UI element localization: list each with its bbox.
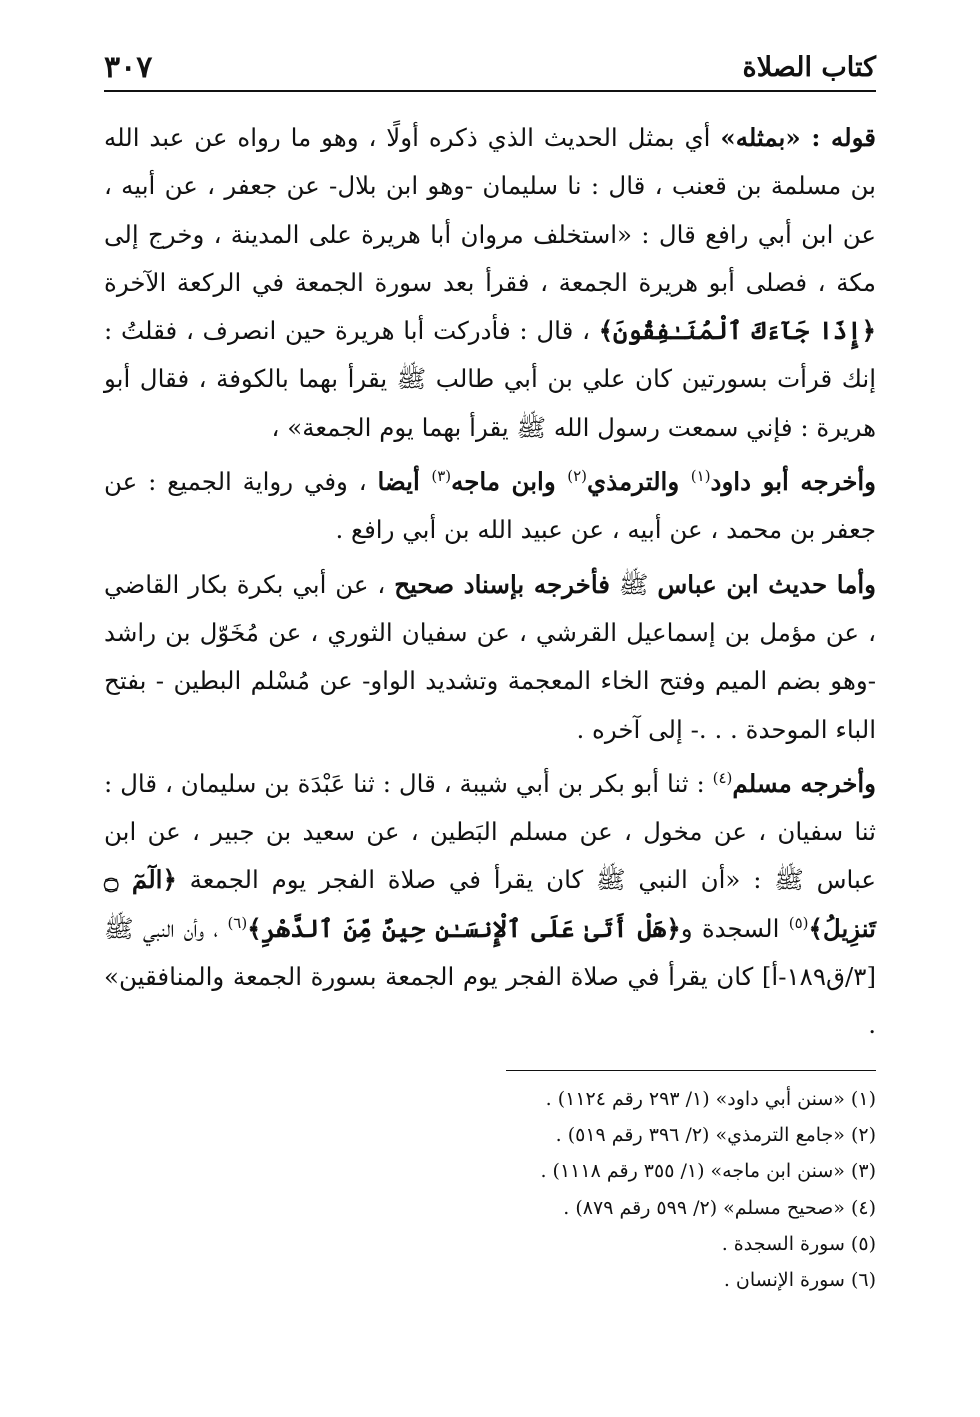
bold-phrase: وابن ماجه [451, 467, 568, 497]
text-segment: ، قال : فأدركت أبا هريرة حين انصرف ، فقلتُ : إنك قرأت بسورتين كان علي بن أبي طالب ﷺ يقرأ بهما بالكوفة ، فقال أبو هريرة : فإني سمعت رسول الله ﷺ يقرأ بهما يوم الجمعة» ، [104, 316, 876, 442]
footnote-6: (٦) سورة الإنسان . [723, 1269, 876, 1292]
footnote-ref-4[interactable]: (٤) [712, 768, 733, 787]
footnote-ref-5[interactable]: (٥) [788, 913, 809, 932]
quran-verse: ﴿إِذَا جَآءَكَ ٱلْمُنَـٰفِقُونَ﴾ [598, 316, 876, 346]
running-title: كتاب الصلاة [742, 52, 876, 83]
footnote-ref-1[interactable]: (١) [690, 466, 711, 485]
bold-phrase: وأخرجه مسلم [732, 768, 876, 798]
bold-phrase: وأخرجه أبو داود [710, 467, 876, 497]
footnote-ref-3[interactable]: (٣) [431, 466, 452, 485]
book-page [104, 44, 876, 1384]
paragraph-1 [104, 114, 876, 452]
text-segment: ، وفي رواية الجميع : عن جعفر بن محمد ، عن أبيه ، عن عبيد الله بن أبي رافع . [104, 467, 876, 545]
footnote-ref-6[interactable]: (٦) [227, 913, 248, 932]
text-segment: أي بمثل الحديث الذي ذكره أولًا ، وهو ما رواه عن عبد الله بن مسلمة بن قعنب ، قال : نا سليمان -وهو ابن بلال- عن جعفر ، عن أبيه ، عن ابن أبي رافع قال : «استخلف مروان أبا هريرة على المدينة ، وخرج إلى مكة ، فصلى أبو هريرة الجمعة ، فقرأ بعد سورة الجمعة في الركعة الآخرة [104, 123, 876, 297]
footnote-1: (١) «سنن أبي داود» (١/ ٢٩٣ رقم ١١٢٤) . [545, 1087, 876, 1110]
quran-verse: ﴿الٓمٓ ۝ تَنزِيلُ﴾ [104, 865, 876, 943]
footnote-4: (٤) «صحيح مسلم» (٢/ ٥٩٩ رقم ٨٧٩) . [563, 1196, 876, 1219]
footnote-ref-2[interactable]: (٢) [567, 466, 588, 485]
lemma: قوله : «بمثله» [720, 123, 876, 152]
footnote-5: (٥) سورة السجدة . [721, 1232, 876, 1255]
text-segment: ﷺ [610, 569, 658, 599]
footnotes [104, 1081, 876, 1299]
text-segment: السجدة و [680, 913, 789, 943]
text-segment: ، وأن النبي ﷺ [٣/ق١٨٩-أ] كان يقرأ في صلاة الفجر يوم الجمعة بسورة الجمعة والمنافقين» . [104, 913, 876, 1040]
text-segment: : ثنا أبو بكر بن أبي شيبة ، قال : ثنا عَبْدَة بن سليمان ، قال : ثنا سفيان ، عن مخول ، عن مسلم البَطين ، عن سعيد بن جبير ، عن ابن عباس ﷺ : «أن النبي ﷺ كان يقرأ في صلاة الفجر يوم الجمعة [104, 768, 876, 895]
footnote-3: (٣) «سنن ابن ماجه» (١/ ٣٥٥ رقم ١١١٨) . [540, 1160, 876, 1183]
page-number: ٣٠٧ [104, 50, 153, 85]
bold-phrase: أيضا [377, 467, 432, 497]
bold-phrase: والترمذي [587, 467, 691, 497]
quran-verse: ﴿هَلْ أَتَىٰ عَلَى ٱلْإِنسَـٰنِ حِينٌ مِّنَ ٱلدَّهْرِ﴾ [247, 913, 681, 943]
footnote-divider [506, 1070, 876, 1071]
paragraph-3 [104, 561, 876, 754]
paragraph-4 [104, 760, 876, 1050]
text-segment: ، عن أبي بكرة بكار القاضي ، عن مؤمل بن إسماعيل القرشي ، عن سفيان الثوري ، عن مُخَوّل بن راشد -وهو بضم الميم وفتح الخاء المعجمة وتشديد الواو- عن مُسْلم البطين - بفتح الباء الموحدة . . .- إلى آخره . [104, 569, 876, 744]
main-text [104, 114, 876, 1050]
paragraph-2 [104, 458, 876, 555]
bold-phrase: وأما حديث ابن عباس [657, 569, 876, 599]
page-header [104, 44, 876, 92]
footnote-2: (٢) «جامع الترمذي» (٢/ ٣٩٦ رقم ٥١٩) . [555, 1123, 876, 1146]
bold-phrase: فأخرجه بإسناد صحيح [394, 569, 610, 599]
